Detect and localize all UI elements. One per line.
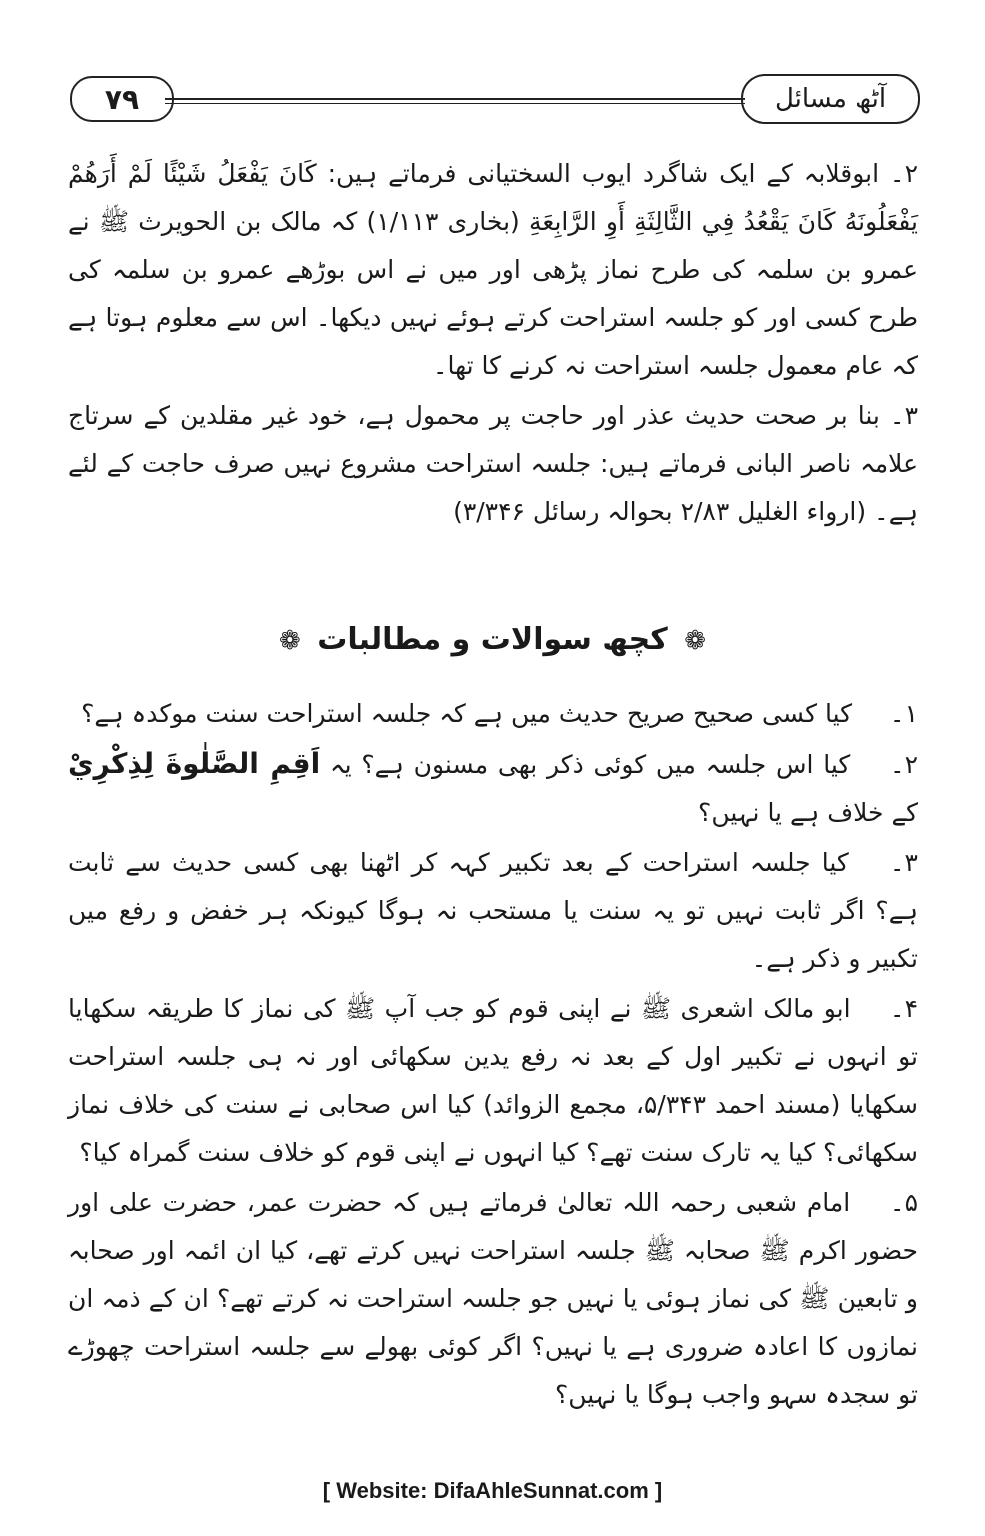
page-header xyxy=(70,68,920,130)
question-number: ۱۔ xyxy=(889,699,918,728)
page-number: ۷۹ xyxy=(70,76,174,122)
question-text-continued: کے خلاف ہے یا نہیں؟ xyxy=(698,798,918,827)
question-item xyxy=(68,1179,918,1419)
paragraph-point-2: ۲۔ ابوقلابہ کے ایک شاگرد ایوب السختیانی فرماتے ہیں: كَانَ يَفْعَلُ شَيْئًا لَمْ أَرَهُمْ يَفْعَلُونَهُ كَانَ يَقْعُدُ فِي الثَّالِثَةِ أَوِ الرَّابِعَةِ (بخاری ۱/۱۱۳) کہ مالک بن الحویرث ﷺ نے عمرو بن سلمہ کی طرح نماز پڑھی اور میں نے اس بوڑھے عمرو بن سلمہ کی طرح کسی اور کو جلسہ استراحت کرتے ہوئے نہیں دیکھا۔ اس سے معلوم ہوتا ہے کہ عام معمول جلسہ استراحت نہ کرنے کا تھا۔ xyxy=(68,159,918,380)
website-footer: [ Website: DifaAhleSunnat.com ] xyxy=(322,1478,663,1503)
section-heading-title: کچھ سوالات و مطالبات xyxy=(317,622,668,657)
question-text: کیا اس جلسہ میں کوئی ذکر بھی مسنون ہے؟ یہ xyxy=(330,750,851,779)
section-heading xyxy=(0,622,985,657)
question-item xyxy=(68,839,918,983)
question-text: کیا کسی صحیح صریح حدیث میں ہے کہ جلسہ استراحت سنت موکدہ ہے؟ xyxy=(81,699,853,728)
header-rule xyxy=(165,98,745,100)
question-item xyxy=(68,985,918,1177)
ornament-icon: ❁ xyxy=(278,626,301,656)
question-number: ۲۔ xyxy=(889,750,919,779)
question-text: کیا جلسہ استراحت کے بعد تکبیر کہہ کر اٹھنا بھی کسی حدیث سے ثابت ہے؟ اگر ثابت نہیں تو یہ سنت یا مستحب نہ ہوگا کیونکہ ہر خفض و رفع میں تکبیر و ذکر ہے۔ xyxy=(68,848,918,973)
question-number: ۴۔ xyxy=(889,994,918,1023)
question-text: امام شعبی رحمہ اللہ تعالیٰ فرماتے ہیں کہ حضرت عمر، حضرت علی اور حضور اکرم ﷺ صحابہ ﷺ جلسہ استراحت نہیں کرتے تھے، کیا ان ائمہ اور صحابہ و تابعین ﷺ کی نماز ہوئی یا نہیں جو جلسہ استراحت نہ کرتے تھے؟ ان کے ذمہ ان نمازوں کا اعادہ ضروری ہے یا نہیں؟ اگر کوئی بھولے سے جلسہ استراحت چھوڑے تو سجدہ سہو واجب ہوگا یا نہیں؟ xyxy=(68,1188,918,1409)
question-item xyxy=(68,740,918,837)
question-number: ۳۔ xyxy=(889,848,918,877)
question-number: ۵۔ xyxy=(889,1188,918,1217)
question-item xyxy=(68,690,918,738)
running-title: آٹھ مسائل xyxy=(741,74,920,124)
paragraph-point-3: ۳۔ بنا بر صحت حدیث عذر اور حاجت پر محمول ہے، خود غیر مقلدین کے سرتاج علامہ ناصر البانی فرماتے ہیں: جلسہ استراحت مشروع نہیں صرف حاجت کے لئے ہے۔ (ارواء الغلیل ۲/۸۳ بحوالہ رسائل ۳/۳۴۶) xyxy=(68,401,918,526)
quranic-quote: اَقِمِ الصَّلٰوةَ لِذِكْرِيْ xyxy=(68,747,321,780)
section-opening-points xyxy=(68,150,918,536)
header-rule-thin xyxy=(165,103,745,104)
questions-list xyxy=(68,690,918,1421)
question-text: ابو مالک اشعری ﷺ نے اپنی قوم کو جب آپ ﷺ کی نماز کا طریقہ سکھایا تو انہوں نے تکبیر اول کے بعد نہ رفع یدین سکھائی اور نہ ہی جلسہ استراحت سکھایا (مسند احمد ۵/۳۴۳، مجمع الزوائد) کیا اس صحابی نے سنت کی خلاف نماز سکھائی؟ کیا یہ تارک سنت تھے؟ کیا انہوں نے اپنی قوم کو خلاف سنت گمراہ کیا؟ xyxy=(68,994,918,1167)
ornament-icon: ❁ xyxy=(684,626,706,656)
